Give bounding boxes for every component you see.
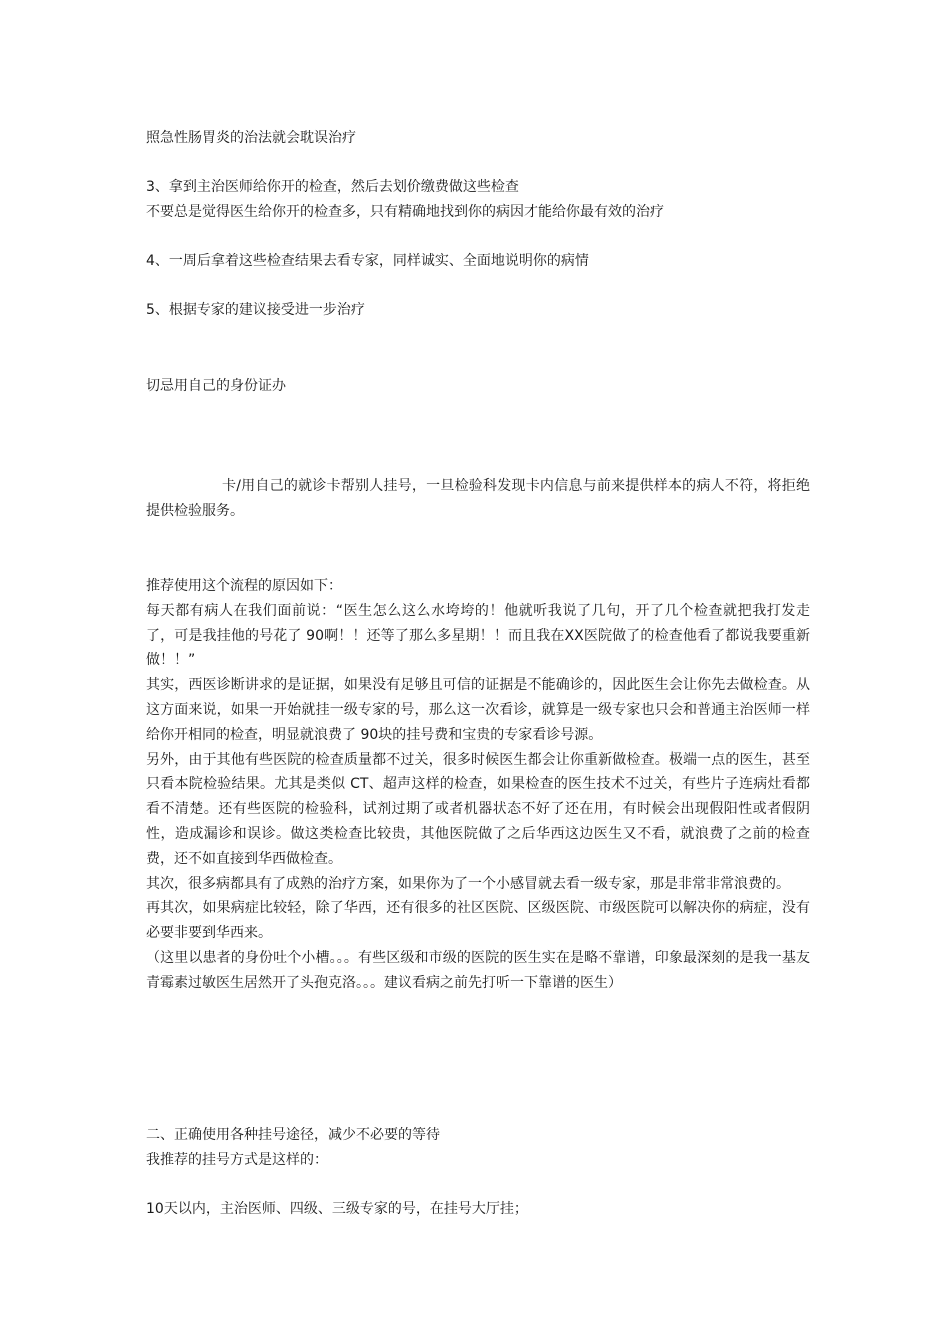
reasons-paragraph-6: （这里以患者的身份吐个小槽。。。有些区级和市级的医院的医生实在是略不靠谱，印象最深刻的是我一基友青霉素过敏医生居然开了头孢克洛。。。建议看病之前先打听一下靠谱的医生） bbox=[146, 949, 810, 991]
card-paragraph bbox=[146, 474, 810, 524]
reasons-heading: 推荐使用这个流程的原因如下： bbox=[146, 578, 342, 594]
reasons-paragraph-1: 每天都有病人在我们面前说：“医生怎么这么水垮垮的！他就听我说了几句，开了几个检查就把我打发走了，可是我挂他的号花了 90啊！！还等了那么多星期！！而且我在XX医院做了的检查他看了都说我要重新做！！” bbox=[146, 602, 810, 669]
reasons-paragraph-5: 再其次，如果病症比较轻，除了华西，还有很多的社区医院、区级医院、市级医院可以解决你的病症，没有必要非要到华西来。 bbox=[146, 900, 810, 942]
section-2-item-1: 10天以内，主治医师、四级、三级专家的号，在挂号大厅挂； bbox=[146, 1201, 528, 1217]
step-4-line: 4、一周后拿着这些检查结果去看专家，同样诚实、全面地说明你的病情 bbox=[146, 253, 589, 269]
reasons-paragraph-4: 其次，很多病都具有了成熟的治疗方案，如果你为了一个小感冒就去看一级专家，那是非常非常浪费的。 bbox=[146, 875, 790, 892]
text-line-gastro: 照急性肠胃炎的治法就会耽误治疗 bbox=[146, 130, 356, 146]
id-card-warning: 切忌用自己的身份证办 bbox=[146, 378, 286, 394]
reasons-paragraph-2: 其实，西医诊断讲求的是证据，如果没有足够且可信的证据是不能确诊的，因此医生会让你先去做检查。从这方面来说，如果一开始就挂一级专家的号，那么这一次看诊，就算是一级专家也只会和普通主治医师一样给你开相同的检查，明显就浪费了 90块的挂号费和宝贵的专家看诊号源。 bbox=[146, 677, 810, 743]
step-5-line: 5、根据专家的建议接受进一步治疗 bbox=[146, 302, 365, 318]
section-2-heading: 二、正确使用各种挂号途径，减少不必要的等待 bbox=[146, 1127, 440, 1143]
reasons-section bbox=[146, 574, 810, 996]
step-3-line: 3、拿到主治医师给你开的检查，然后去划价缴费做这些检查 bbox=[146, 179, 519, 195]
step-3-note: 不要总是觉得医生给你开的检查多，只有精确地找到你的病因才能给你最有效的治疗 bbox=[146, 204, 664, 220]
card-paragraph-text: 卡/用自己的就诊卡帮别人挂号，一旦检验科发现卡内信息与前来提供样本的病人不符，将拒绝提供检验服务。 bbox=[146, 478, 810, 519]
reasons-paragraph-3: 另外，由于其他有些医院的检查质量都不过关，很多时候医生都会让你重新做检查。极端一点的医生，甚至只看本院检验结果。尤其是类似 CT、超声这样的检查，如果检查的医生技术不过关，有些片子连病灶看都看不清楚。还有些医院的检验科，试剂过期了或者机器状态不好了还在用，有时候会出现假阳性或者假阴性，造成漏诊和误诊。做这类检查比较贵，其他医院做了之后华西这边医生又不看，就浪费了之前的检查费，还不如直接到华西做检查。 bbox=[146, 751, 810, 867]
section-2-intro: 我推荐的挂号方式是这样的： bbox=[146, 1152, 328, 1168]
